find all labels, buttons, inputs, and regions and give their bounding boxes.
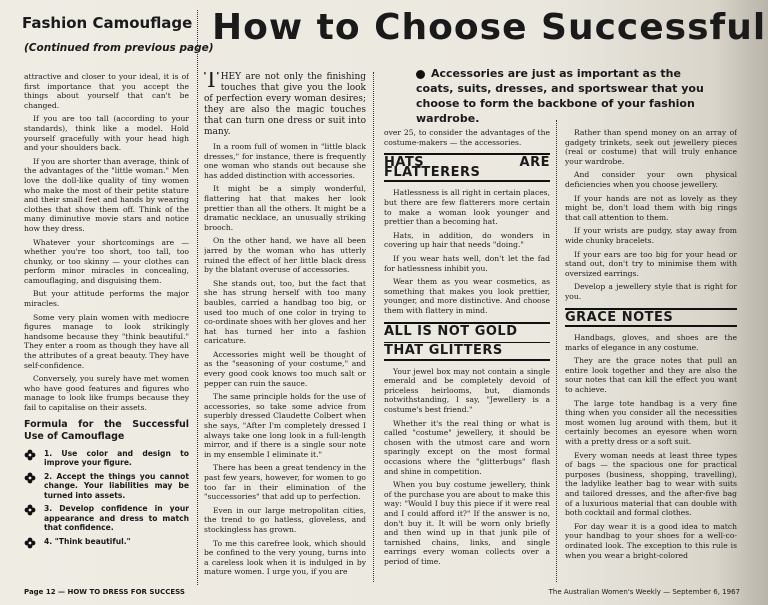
col4-paragraph: Develop a jewellery style that is right for you. — [565, 282, 737, 301]
lead-text-body: Accessories are just as important as the coats, suits, dresses, and sportswear that you choose to form the backbone of your fashion wardrobe. — [416, 67, 704, 125]
footer-publication: The Australian Women's Weekly — September 6, 1967 — [548, 588, 740, 596]
left-column-subtitle: (Continued from previous page) — [24, 42, 214, 54]
col2-paragraph: In a room full of women in "little black dresses," for instance, there is frequently one woman who stands out because she has added distinction with accessories. — [204, 142, 366, 180]
col2-paragraph: The same principle holds for the use of accessories, so take some advice from superbly dressed Claudette Colbert when she says, "After I'm completely dressed I always take one long look in a full-length mirror, and if there is a single sour note in my ensemble I eliminate it." — [204, 392, 366, 459]
col2-first-paragraph-text: HEY are not only the finishing touches that give you the look of perfection every woman desires; they are also the magic touches that can turn one dress or suit into many. — [204, 72, 366, 137]
section-heading-grace: GRACE NOTES — [565, 308, 737, 328]
drop-cap: T — [204, 72, 219, 93]
col2-paragraph: It might be a simply wonderful, flattering hat that makes her look prettier than all the others. It might be a dramatic necklace, an unusually striking brooch. — [204, 184, 366, 232]
col2-first-paragraph — [204, 72, 366, 138]
column-2 — [204, 72, 366, 582]
col2-paragraph: Accessories might well be thought of as the "seasoning of your costume," and every good cook knows too much salt or pepper can ruin the sauce. — [204, 349, 366, 388]
col1-paragraph: Conversely, you surely have met women who have good features and figures who manage to look like frumps because they fail to capitalise on their assets. — [24, 374, 189, 412]
section-heading-gold: ALL IS NOT GOLD — [384, 322, 550, 337]
col3-paragraph: Your jewel box may not contain a single emerald and be completely devoid of priceless heirlooms, but, diamonds notwithstanding, I say, "Jewellery is a costume's best friend." — [384, 366, 550, 415]
column-divider-2 — [373, 72, 374, 582]
col2-paragraph: On the other hand, we have all been jarred by the woman who has utterly ruined the effect of her little black dress by the blatant overuse of accessories. — [204, 236, 366, 275]
col1-paragraph: attractive and closer to your ideal, it is of first importance that you accept the things about yourself that can't be changed. — [24, 72, 189, 110]
col1-paragraph: Some very plain women with mediocre figures manage to look strikingly handsome because they "think beautiful." They enter a room as though they have all the attributes of a great beauty. They have self-confidence. — [24, 312, 189, 370]
col4-paragraph: For day wear it is a good idea to match your handbag to your shoes for a well-co-ordinated look. The exception to this rule is when you wear a bright-colored — [565, 521, 737, 560]
left-column-title: Fashion Camouflage — [22, 14, 193, 32]
column-4 — [565, 128, 737, 584]
flower-icon — [24, 472, 36, 484]
formula-item — [24, 537, 189, 549]
footer-page-label: Page 12 — HOW TO DRESS FOR SUCCESS — [24, 588, 185, 596]
col3-paragraph: When you buy costume jewellery, think of the purchase you are about to make this way: "Would I buy this piece if it were real and I could afford it?" If the answer is no, don't buy it. It will be worn only briefly and then wind up in that junk pile of tarnished chains, links, and single earrings every woman collects over a period of time. — [384, 480, 550, 566]
lead-text — [416, 66, 716, 126]
col4-paragraph: And consider your own physical deficiencies when you choose jewellery. — [565, 170, 737, 189]
article-title: How to Choose Successful — [212, 7, 767, 48]
col3-intro: over 25, to consider the advantages of the costume-makers — the accessories. — [384, 128, 550, 147]
col1-paragraph: If you are too tall (according to your standards), think like a model. Hold yourself gracefully with your head high and your shoulders back. — [24, 114, 189, 153]
formula-title: Formula for the Successful Use of Camouflage — [24, 418, 189, 442]
formula-item-text: 2. Accept the things you cannot change. Your liabilities may be turned into assets. — [44, 471, 189, 500]
formula-item-text: 3. Develop confidence in your appearance and dress to match that confidence. — [44, 504, 189, 533]
formula-item — [24, 472, 189, 501]
bullet-icon — [416, 70, 425, 79]
col4-paragraph: They are the grace notes that pull an entire look together and they are also the sour notes that can kill the effect you want to achieve. — [565, 356, 737, 395]
col2-paragraph: There has been a great tendency in the past few years, however, for women to go too far in their elimination of the "successories" that add up to perfection. — [204, 463, 366, 502]
column-3 — [384, 128, 550, 584]
col1-paragraph: Whatever your shortcomings are — whether you're too short, too tall, too chunky, or too skinny — your clothes can perform minor miracles in concealing, camouflaging, and disguising them. — [24, 237, 189, 285]
col2-paragraph: To me this carefree look, which should be confined to the very young, turns into a careless look when it is indulged in by mature women. I urge you, if you are — [204, 538, 366, 577]
col4-paragraph: The large tote handbag is a very fine thing when you consider all the necessities most women lug around with them, but it certainly becomes an eyesore when worn with a pretty dress or a soft suit. — [565, 398, 737, 447]
col4-paragraph: Rather than spend money on an array of gadgety trinkets, seek out jewellery pieces (real or costume) that will truly enhance your wardrobe. — [565, 128, 737, 166]
col3-paragraph: Wear them as you wear cosmetics, as something that makes you look prettier, younger, and more distinctive. And choose them with flattery in mind. — [384, 277, 550, 315]
flower-icon — [24, 449, 36, 461]
col3-paragraph: If you wear hats well, don't let the fad for hatlessness inhibit you. — [384, 253, 550, 273]
col2-paragraph: She stands out, too, but the fact that she has strung herself with too many baubles, carried a handbag too big, or used too much of one color in trying to co-ordinate shoes with her gloves and her hat has turned her into a fashion caricature. — [204, 278, 366, 346]
flower-icon — [24, 537, 36, 549]
formula-item-text: 1. Use color and design to improve your figure. — [44, 448, 189, 468]
flower-icon — [24, 504, 36, 516]
formula-item-text: 4. "Think beautiful." — [44, 536, 131, 546]
col3-paragraph: Hatlessness is all right in certain places, but there are few flatterers more certain to make a woman look younger and prettier than a becoming hat. — [384, 188, 550, 227]
column-divider-3 — [556, 120, 557, 582]
col1-paragraph: But your attitude performs the major miracles. — [24, 289, 189, 309]
formula-item — [24, 504, 189, 533]
col4-paragraph: If your wrists are pudgy, stay away from wide chunky bracelets. — [565, 226, 737, 245]
column-divider-1 — [197, 10, 198, 585]
col3-paragraph: Hats, in addition, do wonders in covering up hair that needs "doing." — [384, 230, 550, 250]
col1-paragraph: If you are shorter than average, think of the advantages of the "little woman." Men love the doll-like quality of tiny women who make the most of their petite stature and their small feet and hands by wearing clothes that show them off. Think of the many diminutive movie stars and notice how they dress. — [24, 156, 189, 233]
section-heading-hats: HATS ARE FLATTERERS — [384, 153, 550, 182]
col4-paragraph: If your ears are too big for your head or stand out, don't try to minimise them with oversized earrings. — [565, 249, 737, 278]
formula-item — [24, 449, 189, 468]
section-heading-glitters: THAT GLITTERS — [384, 342, 550, 361]
col4-paragraph: Handbags, gloves, and shoes are the marks of elegance in any costume. — [565, 333, 737, 352]
col4-paragraph: Every woman needs at least three types of bags — the spacious one for practical purposes (business, shopping, travelling), the ladylike leather bag to wear with suits and tailored dresses, and the after-five bag of a luxurious material that can double with both cocktail and formal clothes. — [565, 450, 737, 518]
col3-paragraph: Whether it's the real thing or what is called "costume" jewellery, it should be chosen with the utmost care and worn sparingly except on the most formal occasions where the "glitterbugs" flash and shine in competition. — [384, 418, 550, 476]
col2-paragraph: Even in our large metropolitan cities, the trend to go hatless, gloveless, and stockingless has grown. — [204, 505, 366, 534]
col4-paragraph: If your hands are not as lovely as they might be, don't load them with big rings that call attention to them. — [565, 193, 737, 222]
column-1 — [24, 72, 189, 582]
